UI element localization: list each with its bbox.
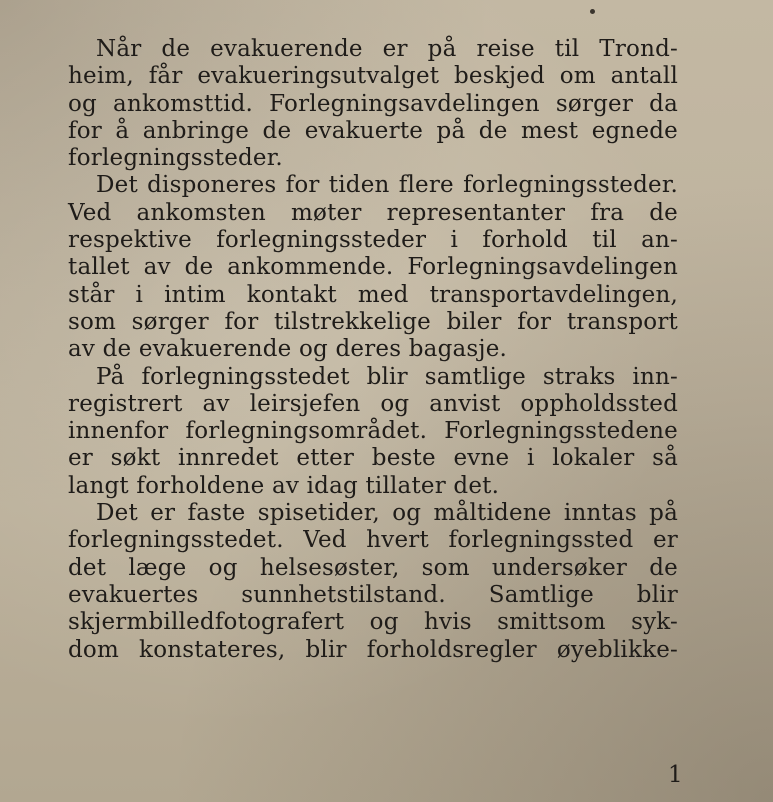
- text-line: forlegningssteder.: [68, 145, 283, 172]
- text-line: for å anbringe de evakuerte på de mest egnede: [68, 117, 678, 144]
- text-line: registrert av leirsjefen og anvist oppholdssted: [68, 390, 678, 417]
- body-text: [68, 36, 678, 664]
- text-line: står i intim kontakt med transportavdelingen,: [68, 281, 678, 308]
- text-line: På forlegningsstedet blir samtlige straks inn-: [96, 363, 678, 390]
- text-line: langt forholdene av idag tillater det.: [68, 472, 500, 499]
- text-line: Ved ankomsten møter representanter fra de: [68, 199, 678, 226]
- text-line: er søkt innredet etter beste evne i lokaler så: [68, 445, 678, 472]
- text-line: Når de evakuerende er på reise til Trond-: [96, 36, 678, 62]
- text-line: evakuertes sunnhetstilstand. Samtlige blir: [68, 581, 678, 608]
- text-line: som sørger for tilstrekkelige biler for transport: [68, 308, 678, 335]
- paper-speck: [590, 9, 595, 14]
- text-line: tallet av de ankommende. Forlegningsavdelingen: [68, 254, 678, 281]
- text-line: Det disponeres for tiden flere forlegningssteder.: [96, 172, 678, 199]
- text-line: respektive forlegningssteder i forhold til an-: [68, 227, 678, 254]
- text-line: og ankomsttid. Forlegningsavdelingen sørger da: [68, 90, 678, 117]
- page-number: 1: [668, 762, 683, 788]
- text-line: det læge og helsesøster, som undersøker de: [68, 554, 678, 581]
- text-line: skjermbilledfotografert og hvis smittsom syk-: [68, 609, 678, 636]
- text-line: forlegningsstedet. Ved hvert forlegningssted er: [68, 527, 678, 554]
- text-line: av de evakuerende og deres bagasje.: [68, 336, 508, 363]
- text-line: dom konstateres, blir forholdsregler øyeblikke-: [68, 636, 678, 663]
- text-line: heim, får evakueringsutvalget beskjed om antall: [68, 63, 678, 90]
- text-line: Det er faste spisetider, og måltidene inntas på: [96, 500, 678, 527]
- text-line: innenfor forlegningsområdet. Forlegningsstedene: [68, 418, 678, 445]
